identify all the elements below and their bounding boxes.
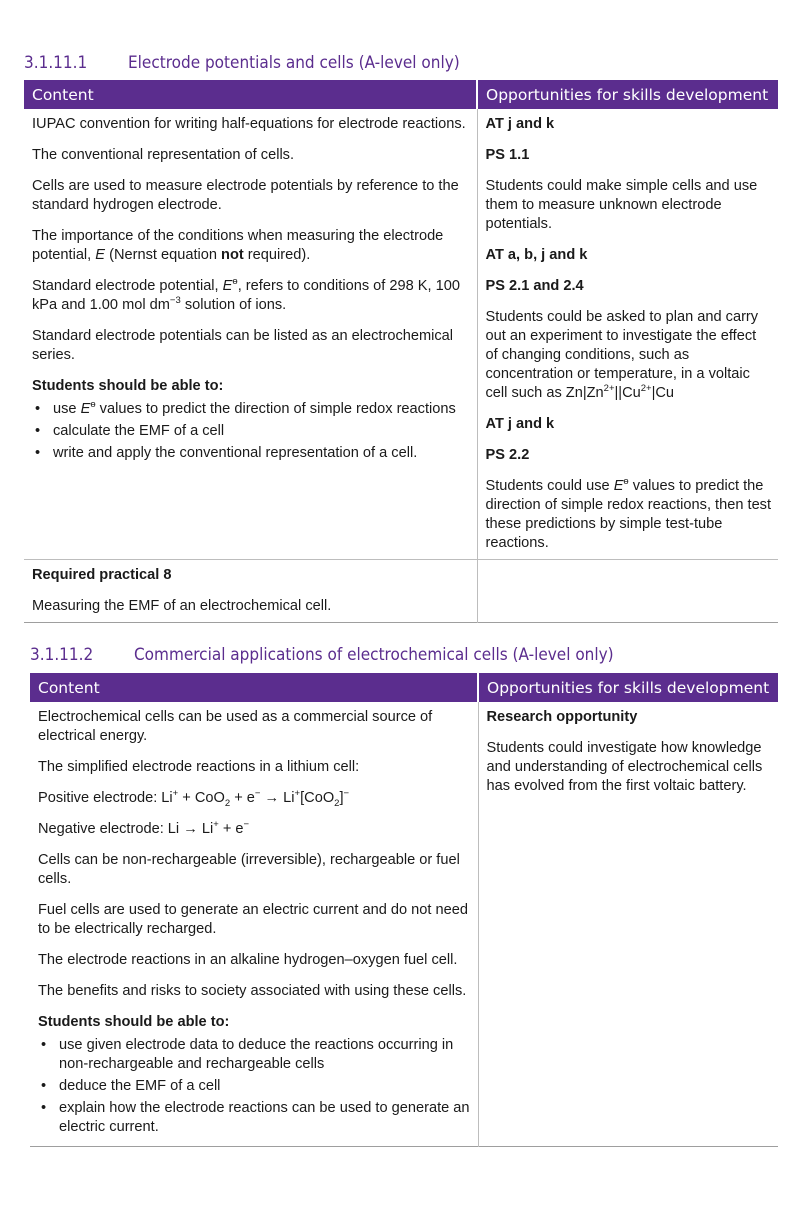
able-to-heading: Students should be able to: xyxy=(32,378,224,394)
superscript: + xyxy=(213,819,219,831)
section-title: Commercial applications of electrochemical cells (A-level only) xyxy=(134,645,614,665)
column-header-content: Content xyxy=(24,80,477,109)
objective-list xyxy=(38,1036,472,1137)
spec-table xyxy=(30,673,778,1147)
required-practical-cell xyxy=(24,560,477,623)
content-paragraph: The conventional representation of cells. xyxy=(32,147,295,163)
section-number: 3.1.11.1 xyxy=(24,53,88,73)
text-run: + e xyxy=(230,790,255,806)
subscript: 2 xyxy=(334,797,340,809)
symbol-e: E xyxy=(222,278,233,294)
objective-item: • calculate the EMF of a cell xyxy=(32,422,471,441)
text-run: use xyxy=(53,401,81,417)
able-to-heading: Students should be able to: xyxy=(38,1014,230,1030)
skills-text: Students could make simple cells and use them to measure unknown electrode potentials. xyxy=(485,178,758,232)
section-heading xyxy=(24,53,778,75)
superscript: + xyxy=(172,788,179,800)
skills-cell xyxy=(478,702,778,1147)
text-run: Standard electrode potential, xyxy=(32,278,223,294)
objective-item xyxy=(32,400,471,419)
content-paragraph: Cells are used to measure electrode potentials by reference to the standard hydrogen electrode. xyxy=(32,178,459,213)
content-paragraph xyxy=(32,227,471,265)
symbol-standard: ө xyxy=(623,476,629,488)
objective-list xyxy=(32,400,471,463)
section-title: Electrode potentials and cells (A-level only) xyxy=(128,53,460,73)
superscript: − xyxy=(254,788,261,800)
superscript: −3 xyxy=(169,295,181,307)
content-paragraph: The electrode reactions in an alkaline hydrogen–oxygen fuel cell. xyxy=(38,952,458,968)
symbol-e: E xyxy=(95,247,106,263)
symbol-standard: ө xyxy=(232,276,238,288)
superscript: + xyxy=(294,788,301,800)
column-header-skills: Opportunities for skills development xyxy=(477,80,778,109)
text-run: |Cu xyxy=(651,385,675,401)
superscript: 2+ xyxy=(640,383,652,395)
content-paragraph: IUPAC convention for writing half-equations for electrode reactions. xyxy=(32,116,466,132)
spec-table xyxy=(24,80,778,623)
content-paragraph: The benefits and risks to society associated with using these cells. xyxy=(38,983,467,999)
text-run: , refers to conditions of 298 K, 100 kPa and 1.00 mol dm xyxy=(32,278,460,313)
content-cell xyxy=(24,109,477,560)
positive-electrode-equation xyxy=(38,789,472,808)
section-commercial-applications xyxy=(30,645,778,1147)
text-run: (Nernst equation xyxy=(105,247,222,263)
skills-cell xyxy=(477,109,778,560)
objective-item: • use given electrode data to deduce the reactions occurring in non-rechargeable and rechargeable cells xyxy=(38,1036,472,1074)
skills-code: PS 2.2 xyxy=(485,447,530,463)
symbol-e: E xyxy=(80,401,91,417)
text-run: values to predict the direction of simple redox reactions xyxy=(95,401,456,417)
text-run: [CoO xyxy=(300,790,335,806)
symbol-e: E xyxy=(613,478,624,494)
skills-text: Students could investigate how knowledge and understanding of electrochemical cells has evolved from the first voltaic battery. xyxy=(486,740,763,794)
objective-item: • write and apply the conventional representation of a cell. xyxy=(32,444,471,463)
content-paragraph xyxy=(32,277,471,315)
negative-electrode-equation xyxy=(38,820,472,839)
skills-code: PS 2.1 and 2.4 xyxy=(485,278,584,294)
subscript: 2 xyxy=(224,797,231,809)
section-electrode-potentials xyxy=(24,53,778,623)
text-run: Positive electrode: Li xyxy=(38,790,173,806)
skills-code: AT j and k xyxy=(485,116,555,132)
text-run: → Li xyxy=(260,790,295,806)
text-run: Negative electrode: Li → Li xyxy=(38,821,214,837)
skills-text xyxy=(486,477,773,553)
emphasis-not: not xyxy=(221,247,244,263)
skills-code: AT j and k xyxy=(485,416,555,432)
content-paragraph: Electrochemical cells can be used as a commercial source of electrical energy. xyxy=(38,709,433,744)
text-run: The importance of the conditions when measuring the electrode potential, xyxy=(32,228,444,263)
superscript: − xyxy=(343,788,350,800)
content-paragraph: Fuel cells are used to generate an electric current and do not need to be electrically recharged. xyxy=(38,902,468,937)
section-heading xyxy=(30,645,778,667)
required-practical-heading: Required practical 8 xyxy=(32,567,172,583)
objective-item: • deduce the EMF of a cell xyxy=(38,1077,472,1096)
text-run: values to predict the direction of simple redox reactions, then test these predictions by simple test-tube reactions. xyxy=(485,478,772,551)
text-run: ||Cu xyxy=(614,385,641,401)
text-run: required). xyxy=(243,247,311,263)
required-practical-text: Measuring the EMF of an electrochemical cell. xyxy=(32,598,332,614)
objective-item: • explain how the electrode reactions can be used to generate an electric current. xyxy=(38,1099,472,1137)
text-run: ] xyxy=(339,790,344,806)
empty-cell xyxy=(477,560,778,623)
skills-text xyxy=(486,308,773,403)
text-run: + e xyxy=(218,821,244,837)
skills-code: AT a, b, j and k xyxy=(485,247,588,263)
superscript: 2+ xyxy=(603,383,615,395)
column-header-skills: Opportunities for skills development xyxy=(478,673,778,702)
skills-heading: Research opportunity xyxy=(486,709,638,725)
symbol-standard: ө xyxy=(90,399,96,411)
text-run: Students could be asked to plan and carry out an experiment to investigate the effect of changing conditions, such as concentration or temperature, in a voltaic cell such as Zn|Zn xyxy=(485,309,759,401)
content-cell xyxy=(30,702,478,1147)
content-paragraph: Standard electrode potentials can be listed as an electrochemical series. xyxy=(32,328,454,363)
text-run: Students could use xyxy=(485,478,614,494)
skills-code: PS 1.1 xyxy=(485,147,530,163)
content-paragraph: The simplified electrode reactions in a lithium cell: xyxy=(38,759,360,775)
section-number: 3.1.11.2 xyxy=(30,645,94,665)
text-run: solution of ions. xyxy=(180,297,287,313)
text-run: + CoO xyxy=(178,790,225,806)
superscript: − xyxy=(243,819,250,831)
content-paragraph: Cells can be non-rechargeable (irreversible), rechargeable or fuel cells. xyxy=(38,852,460,887)
column-header-content: Content xyxy=(30,673,478,702)
